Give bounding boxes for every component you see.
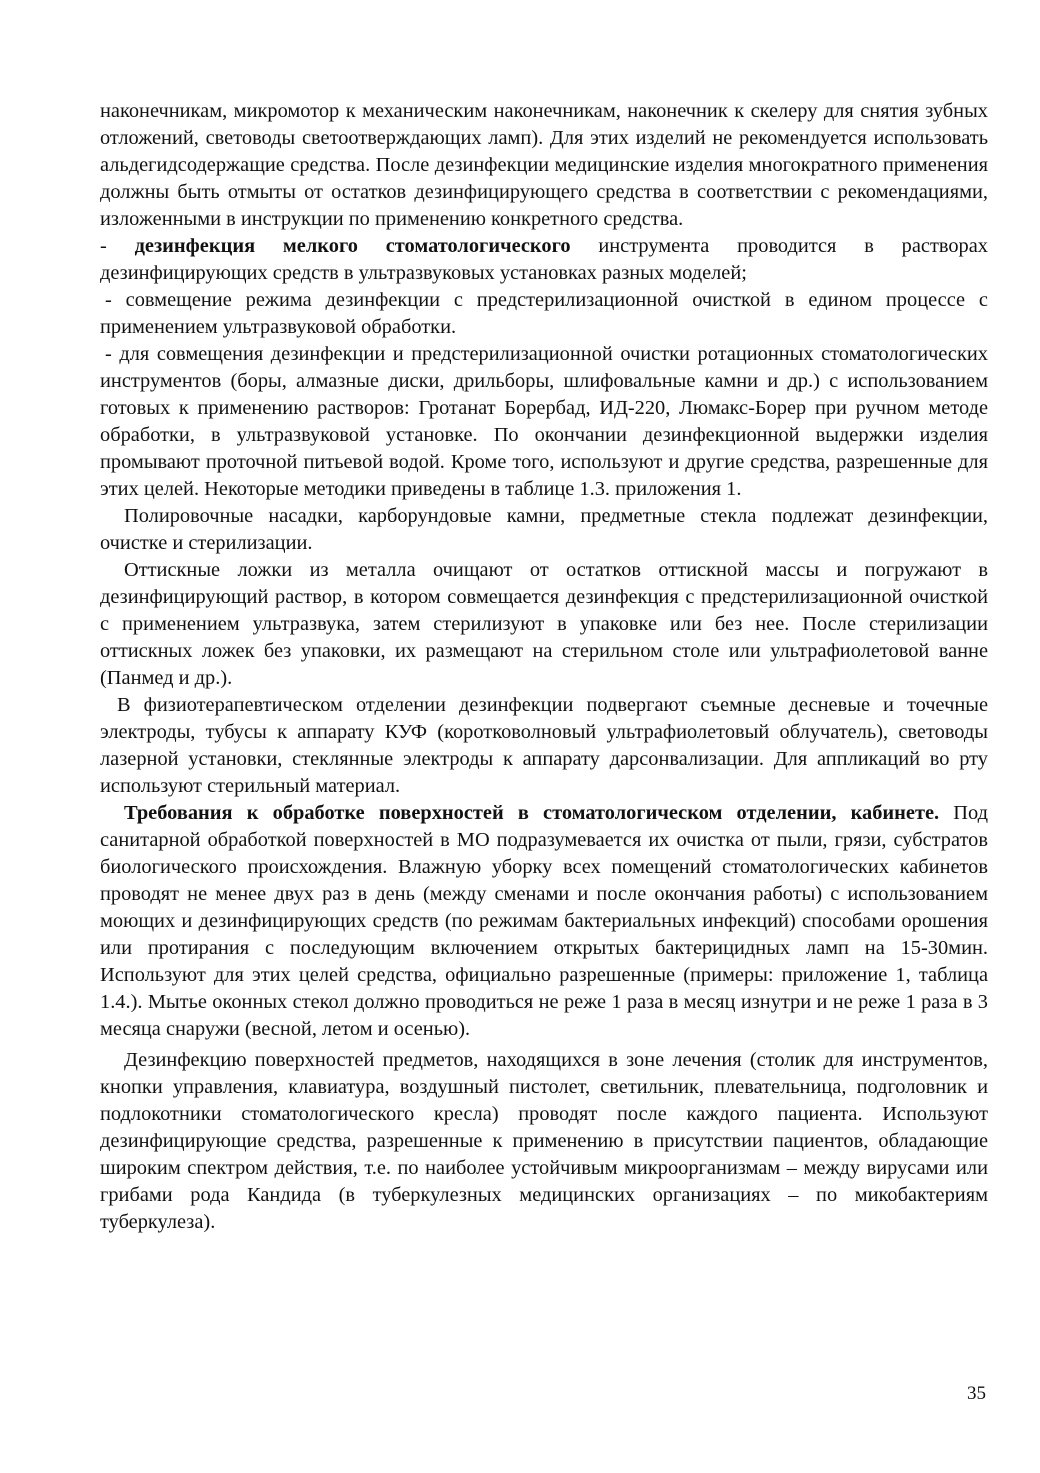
paragraph-1: наконечникам, микромотор к механическим наконечникам, наконечник к скелеру для снятия зубных отложений, световоды светоотверждающих ламп). Для этих изделий не рекомендуется использовать альдегидсодержащие средства. После дезинфекции медицинские изделия многократного применения должны быть отмыты от остатков дезинфицирующего средства в соответствии с рекомендациями, изложенными в инструкции по применению конкретного средства. xyxy=(100,100,988,230)
paragraph-7: В физиотерапевтическом отделении дезинфекции подвергают съемные десневые и точечные электроды, тубусы к аппарату КУФ (коротковолновый ультрафиолетовый облучатель), световоды лазерной установки, стеклянные электроды к аппарату дарсонвализации. Для аппликаций во рту используют стерильный материал. xyxy=(100,694,988,797)
paragraph-2-bold: дезинфекция мелкого стоматологического xyxy=(134,235,571,257)
paragraph-2 xyxy=(100,233,988,287)
paragraph-2-dash: - xyxy=(100,235,135,257)
paragraph-4: - для совмещения дезинфекции и предстерилизационной очистки ротационных стоматологических инструментов (боры, алмазные диски, дрильборы, шлифовальные камни и др.) с использованием готовых к применению растворов: Гротанат Борербад, ИД-220, Люмакс-Борер при ручном методе обработки, в ультразвуковой установке. По окончании дезинфекционной выдержки изделия промывают проточной питьевой водой. Кроме того, используют и другие средства, разрешенные для этих целей. Некоторые методики приведены в таблице 1.3. приложения 1. xyxy=(100,343,988,500)
paragraph-3: - совмещение режима дезинфекции с предстерилизационной очисткой в едином процессе с применением ультразвуковой обработки. xyxy=(100,289,988,338)
paragraph-2-rest: инструмента проводится в растворах дезинфицирующих средств в ультразвуковых установках разных моделей; xyxy=(100,235,989,284)
paragraph-8 xyxy=(100,800,988,1043)
paragraph-6: Оттискные ложки из металла очищают от остатков оттискной массы и погружают в дезинфицирующий раствор, в котором совмещается дезинфекция с предстерилизационной очисткой с применением ультразвука, затем стерилизуют в упаковке или без нее. После стерилизации оттискных ложек без упаковки, их размещают на стерильном столе или ультрафиолетовой ванне (Панмед и др.). xyxy=(100,559,988,689)
paragraph-8-rest: Под санитарной обработкой поверхностей в МО подразумевается их очистка от пыли, грязи, субстратов биологического происхождения. Влажную уборку всех помещений стоматологических кабинетов проводят не менее двух раз в день (между сменами и после окончания работы) с использованием моющих и дезинфицирующих средств (по режимам бактериальных инфекций) способами орошения или протирания с последующим включением открытых бактерицидных ламп на 15-30мин. Используют для этих целей средства, официально разрешенные (примеры: приложение 1, таблица 1.4.). Мытье оконных стекол должно проводиться не реже 1 раза в месяц изнутри и не реже 1 раза в 3 месяца снаружи (весной, летом и осенью). xyxy=(100,802,988,1040)
paragraph-9: Дезинфекцию поверхностей предметов, находящихся в зоне лечения (столик для инструментов, кнопки управления, клавиатура, воздушный пистолет, светильник, плевательница, подголовник и подлокотники стоматологического кресла) проводят после каждого пациента. Используют дезинфицирующие средства, разрешенные к применению в присутствии пациентов, обладающие широким спектром действия, т.е. по наиболее устойчивым микроорганизмам – между вирусами или грибами рода Кандида (в туберкулезных медицинских организациях – по микобактериям туберкулеза). xyxy=(100,1049,988,1233)
page-body xyxy=(100,98,988,1236)
page-number: 35 xyxy=(967,1383,986,1404)
paragraph-5: Полировочные насадки, карборундовые камни, предметные стекла подлежат дезинфекции, очистке и стерилизации. xyxy=(100,505,988,554)
paragraph-8-bold: Требования к обработке поверхностей в стоматологическом отделении, кабинете. xyxy=(124,802,940,824)
